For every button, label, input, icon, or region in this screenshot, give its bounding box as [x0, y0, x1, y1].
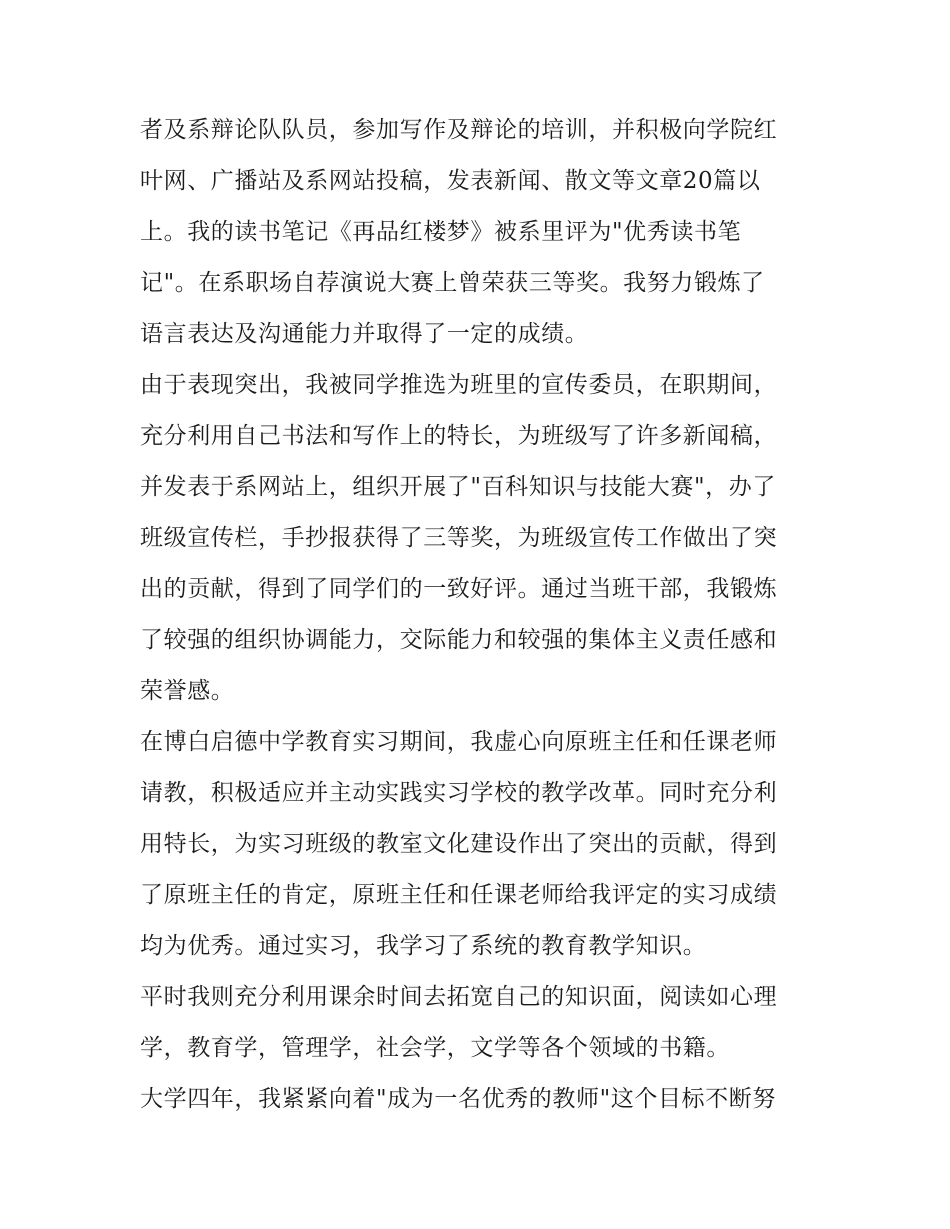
text-line: 由于表现突出，我被同学推选为班里的宣传委员，在职期间，	[140, 372, 778, 398]
text-line: 了较强的组织协调能力，交际能力和较强的集体主义责任感和	[140, 627, 778, 653]
text-line: 平时我则充分利用课余时间去拓宽自己的知识面，阅读如心理	[140, 984, 778, 1010]
text-line: 用特长，为实习班级的教室文化建设作出了突出的贡献，得到	[140, 831, 778, 857]
text-line: 并发表于系网站上，组织开展了"百科知识与技能大赛"，办了	[140, 474, 776, 500]
text-line: 者及系辩论队队员，参加写作及辩论的培训，并积极向学院红	[140, 117, 778, 143]
text-line: 语言表达及沟通能力并取得了一定的成绩。	[140, 321, 589, 347]
text-line: 请教，积极适应并主动实践实习学校的教学改革。同时充分利	[140, 780, 778, 806]
text-line: 出的贡献，得到了同学们的一致好评。通过当班干部，我锻炼	[140, 576, 778, 602]
text-line: 叶网、广播站及系网站投稿，发表新闻、散文等文章20篇以	[140, 168, 761, 194]
text-line: 记"。在系职场自荐演说大赛上曾荣获三等奖。我努力锻炼了	[140, 270, 765, 296]
text-line: 大学四年，我紧紧向着"成为一名优秀的教师"这个目标不断努	[140, 1086, 776, 1112]
text-line: 上。我的读书笔记《再品红楼梦》被系里评为"优秀读书笔	[140, 219, 742, 245]
text-line: 班级宣传栏，手抄报获得了三等奖，为班级宣传工作做出了突	[140, 525, 778, 551]
text-line: 荣誉感。	[140, 678, 235, 704]
text-line: 学，教育学，管理学，社会学，文学等各个领域的书籍。	[140, 1035, 730, 1061]
text-line: 充分利用自己书法和写作上的特长，为班级写了许多新闻稿，	[140, 423, 778, 449]
text-line: 了原班主任的肯定，原班主任和任课老师给我评定的实习成绩	[140, 882, 778, 908]
text-line: 均为优秀。通过实习，我学习了系统的教育教学知识。	[140, 933, 707, 959]
text-line: 在博白启德中学教育实习期间，我虚心向原班主任和任课老师	[140, 729, 778, 755]
document-body	[140, 105, 820, 1125]
